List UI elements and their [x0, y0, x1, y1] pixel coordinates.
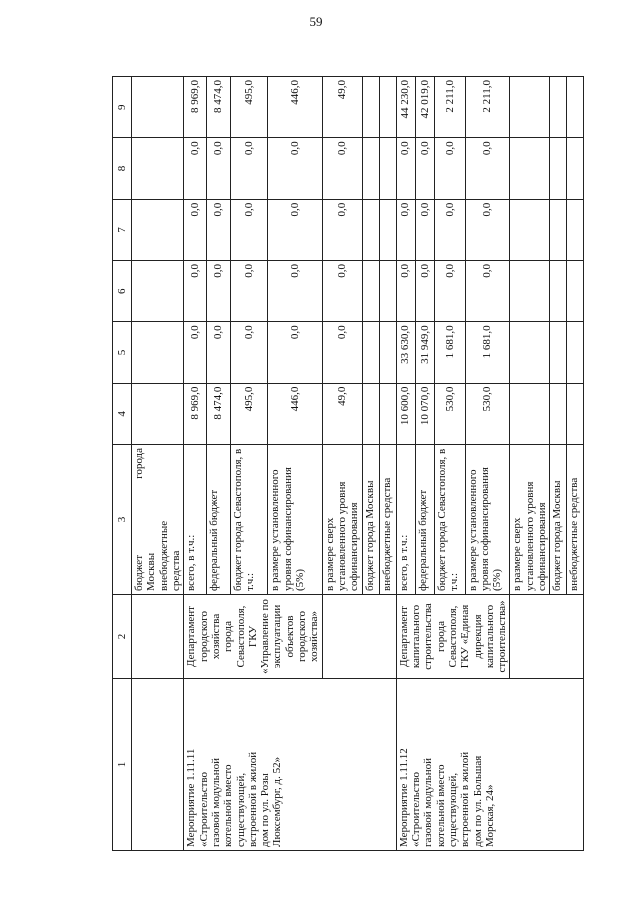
- funding-value-cell: 33 630,0: [396, 322, 415, 383]
- funding-value-cell: [362, 322, 379, 383]
- measure-name-line: существующей,: [234, 772, 247, 847]
- measure-name-line: «Строительство: [409, 771, 422, 847]
- funding-value-cell: [362, 261, 379, 322]
- page-number: 59: [309, 14, 323, 29]
- funding-source-cell: федеральный бюджет: [415, 445, 434, 595]
- continuation-source-city: города: [133, 448, 145, 479]
- funding-value-cell: 495,0: [230, 77, 268, 138]
- funding-source-cell: в размере сверх установленного уровня софинансирования: [510, 445, 550, 595]
- funding-source-cell: внебюджетные средства: [567, 445, 584, 595]
- measure-executor-cell: [396, 595, 510, 679]
- funding-value-cell: 0,0: [230, 199, 268, 260]
- funding-source-cell: бюджет города Севастополя, в т.ч.:: [434, 445, 465, 595]
- measure-executor-line: объектов: [283, 615, 296, 658]
- funding-source-cell: бюджет города Москвы: [550, 445, 567, 595]
- funding-value-cell: 0,0: [207, 138, 230, 199]
- funding-value-cell: 0,0: [207, 199, 230, 260]
- continuation-name-cell: [132, 679, 184, 851]
- continuation-source-line: [133, 448, 145, 591]
- funding-value-cell: [379, 261, 396, 322]
- funding-value-cell: 0,0: [434, 261, 465, 322]
- measure-executor-line: строительства»: [496, 600, 509, 673]
- funding-value-cell: [362, 199, 379, 260]
- funding-source-cell: внебюджетные средства: [379, 445, 396, 595]
- funding-value-cell: 2 211,0: [434, 77, 465, 138]
- funding-value-cell: 0,0: [434, 138, 465, 199]
- continuation-value-cell: [132, 322, 184, 383]
- funding-value-cell: 10 600,0: [396, 383, 415, 444]
- measure-name-line: котельной вместо: [222, 764, 235, 847]
- continuation-value-cell: [132, 261, 184, 322]
- measure-name-line: дом по ул. Большая: [471, 755, 484, 847]
- funding-value-cell: [379, 138, 396, 199]
- funding-value-cell: 8 474,0: [207, 77, 230, 138]
- measure-name-line: Морская, 24»: [483, 784, 496, 847]
- funding-value-cell: [550, 322, 567, 383]
- funding-table: [112, 76, 584, 851]
- measure-executor-continuation-cell: [510, 595, 584, 679]
- funding-value-cell: 8 969,0: [184, 77, 207, 138]
- measure-name-line: «Строительство: [197, 771, 210, 847]
- funding-value-cell: 0,0: [268, 138, 322, 199]
- funding-value-cell: [379, 199, 396, 260]
- measure-executor-line: Севастополя,: [446, 605, 459, 668]
- funding-value-cell: 31 949,0: [415, 322, 434, 383]
- funding-value-cell: [567, 199, 584, 260]
- funding-value-cell: 49,0: [322, 383, 362, 444]
- measure-executor-line: капитального: [483, 604, 496, 669]
- funding-value-cell: [567, 261, 584, 322]
- measure-executor-line: капитального: [409, 604, 422, 669]
- measure-executor-line: хозяйства»: [308, 611, 321, 662]
- funding-value-cell: 0,0: [396, 199, 415, 260]
- funding-value-cell: 0,0: [396, 138, 415, 199]
- funding-value-cell: 42 019,0: [415, 77, 434, 138]
- funding-value-cell: 2 211,0: [465, 77, 510, 138]
- funding-value-cell: [379, 77, 396, 138]
- col-header-5: 5: [113, 322, 132, 383]
- funding-value-cell: 0,0: [184, 138, 207, 199]
- col-header-3: 3: [113, 445, 132, 595]
- funding-value-cell: [567, 138, 584, 199]
- rotated-table-frame: [112, 76, 581, 851]
- funding-value-cell: [567, 77, 584, 138]
- measure-executor-line: дирекция: [471, 614, 484, 659]
- continuation-source-line: средства: [169, 550, 182, 591]
- funding-value-cell: 0,0: [230, 138, 268, 199]
- funding-value-cell: 495,0: [230, 383, 268, 444]
- funding-row: [396, 77, 415, 851]
- funding-value-cell: 49,0: [322, 77, 362, 138]
- funding-value-cell: [550, 199, 567, 260]
- measure-executor-line: строительства: [422, 603, 435, 670]
- funding-value-cell: 44 230,0: [396, 77, 415, 138]
- funding-value-cell: 0,0: [230, 322, 268, 383]
- measure-name-cell: [396, 679, 584, 851]
- measure-name-line: Мероприятие 1.11.12: [397, 748, 410, 847]
- funding-value-cell: 0,0: [184, 199, 207, 260]
- continuation-source-word: бюджет: [133, 555, 145, 591]
- measure-name-line: Люксембург, д. 52»: [271, 756, 284, 847]
- funding-value-cell: 0,0: [184, 261, 207, 322]
- measure-executor-line: хозяйства города: [209, 613, 235, 660]
- funding-value-cell: 0,0: [434, 199, 465, 260]
- funding-value-cell: 1 681,0: [434, 322, 465, 383]
- continuation-value-cell: [132, 77, 184, 138]
- funding-value-cell: 530,0: [465, 383, 510, 444]
- funding-source-cell: бюджет города Севастополя, в т.ч.:: [230, 445, 268, 595]
- measure-executor-line: «Управление по: [259, 599, 272, 674]
- continuation-row: [132, 77, 184, 851]
- funding-source-cell: бюджет города Москвы: [362, 445, 379, 595]
- funding-value-cell: 0,0: [268, 322, 322, 383]
- funding-value-cell: 446,0: [268, 383, 322, 444]
- measure-name-line: газовой модульной: [209, 758, 222, 847]
- funding-value-cell: 8 474,0: [207, 383, 230, 444]
- col-header-1: 1: [113, 679, 132, 851]
- funding-value-cell: [550, 383, 567, 444]
- measure-executor-line: городского: [296, 611, 309, 662]
- funding-value-cell: 0,0: [415, 199, 434, 260]
- col-header-9: 9: [113, 77, 132, 138]
- continuation-source-line: Москвы: [145, 552, 158, 591]
- funding-value-cell: [510, 383, 550, 444]
- measure-name-line: существующей,: [446, 772, 459, 847]
- funding-value-cell: [362, 77, 379, 138]
- measure-name-line: Мероприятие 1.11.11: [185, 748, 198, 847]
- col-header-8: 8: [113, 138, 132, 199]
- funding-value-cell: [510, 77, 550, 138]
- funding-value-cell: 1 681,0: [465, 322, 510, 383]
- funding-value-cell: [362, 383, 379, 444]
- funding-value-cell: 0,0: [396, 261, 415, 322]
- funding-value-cell: [510, 138, 550, 199]
- funding-value-cell: [550, 77, 567, 138]
- measure-executor-line: Департамент: [185, 606, 198, 668]
- measure-executor-line: городского: [197, 611, 210, 662]
- continuation-source-line: внебюджетные: [157, 520, 170, 591]
- measure-executor-line: ГКУ «Единая: [459, 604, 472, 669]
- funding-source-cell: в размере установленного уровня софинансирования (5%): [268, 445, 322, 595]
- measure-name-line: дом по ул. Розы: [259, 773, 272, 847]
- funding-value-cell: 0,0: [268, 199, 322, 260]
- measure-executor-line: Департамент: [397, 606, 410, 668]
- funding-value-cell: [362, 138, 379, 199]
- measure-executor-line: города: [434, 621, 447, 652]
- funding-value-cell: [379, 322, 396, 383]
- funding-source-cell: всего, в т.ч.:: [396, 445, 415, 595]
- funding-value-cell: 446,0: [268, 77, 322, 138]
- funding-value-cell: [510, 261, 550, 322]
- continuation-value-cell: [132, 199, 184, 260]
- header-row: [113, 77, 132, 851]
- col-header-7: 7: [113, 199, 132, 260]
- funding-row: [184, 77, 207, 851]
- funding-source-cell: в размере установленного уровня софинансирования (5%): [465, 445, 510, 595]
- funding-value-cell: [567, 383, 584, 444]
- funding-value-cell: 0,0: [415, 138, 434, 199]
- funding-value-cell: 0,0: [268, 261, 322, 322]
- funding-value-cell: 0,0: [184, 322, 207, 383]
- funding-value-cell: 0,0: [415, 261, 434, 322]
- measure-executor-line: эксплуатации: [271, 604, 284, 669]
- funding-value-cell: [379, 383, 396, 444]
- funding-value-cell: 0,0: [465, 199, 510, 260]
- funding-value-cell: 0,0: [322, 322, 362, 383]
- funding-value-cell: 0,0: [230, 261, 268, 322]
- measure-name-line: газовой модульной: [422, 758, 435, 847]
- measure-name-line: котельной вместо: [434, 764, 447, 847]
- funding-value-cell: [550, 261, 567, 322]
- funding-value-cell: 530,0: [434, 383, 465, 444]
- funding-value-cell: 10 070,0: [415, 383, 434, 444]
- measure-name-cell: [184, 679, 396, 851]
- continuation-source-text: [133, 448, 182, 591]
- funding-value-cell: 0,0: [465, 138, 510, 199]
- measure-executor-line: Севастополя,: [234, 605, 247, 668]
- funding-value-cell: 0,0: [465, 261, 510, 322]
- funding-value-cell: 0,0: [322, 138, 362, 199]
- measure-executor-cell: [184, 595, 322, 679]
- col-header-4: 4: [113, 383, 132, 444]
- funding-value-cell: [510, 322, 550, 383]
- measure-executor-line: ГКУ: [246, 625, 259, 648]
- funding-value-cell: 0,0: [322, 199, 362, 260]
- measure-name-line: встроенной в жилой: [246, 751, 259, 847]
- continuation-value-cell: [132, 383, 184, 444]
- funding-value-cell: [567, 322, 584, 383]
- continuation-source-cell: [132, 445, 184, 595]
- funding-source-cell: всего, в т.ч.:: [184, 445, 207, 595]
- continuation-executor-cell: [132, 595, 184, 679]
- funding-value-cell: 8 969,0: [184, 383, 207, 444]
- col-header-2: 2: [113, 595, 132, 679]
- funding-source-cell: в размере сверх установленного уровня софинансирования: [322, 445, 362, 595]
- measure-name-line: встроенной в жилой: [459, 751, 472, 847]
- col-header-6: 6: [113, 261, 132, 322]
- measure-executor-continuation-cell: [322, 595, 396, 679]
- funding-value-cell: 0,0: [322, 261, 362, 322]
- continuation-value-cell: [132, 138, 184, 199]
- funding-source-cell: федеральный бюджет: [207, 445, 230, 595]
- funding-value-cell: 0,0: [207, 261, 230, 322]
- funding-value-cell: [510, 199, 550, 260]
- funding-value-cell: [550, 138, 567, 199]
- funding-value-cell: 0,0: [207, 322, 230, 383]
